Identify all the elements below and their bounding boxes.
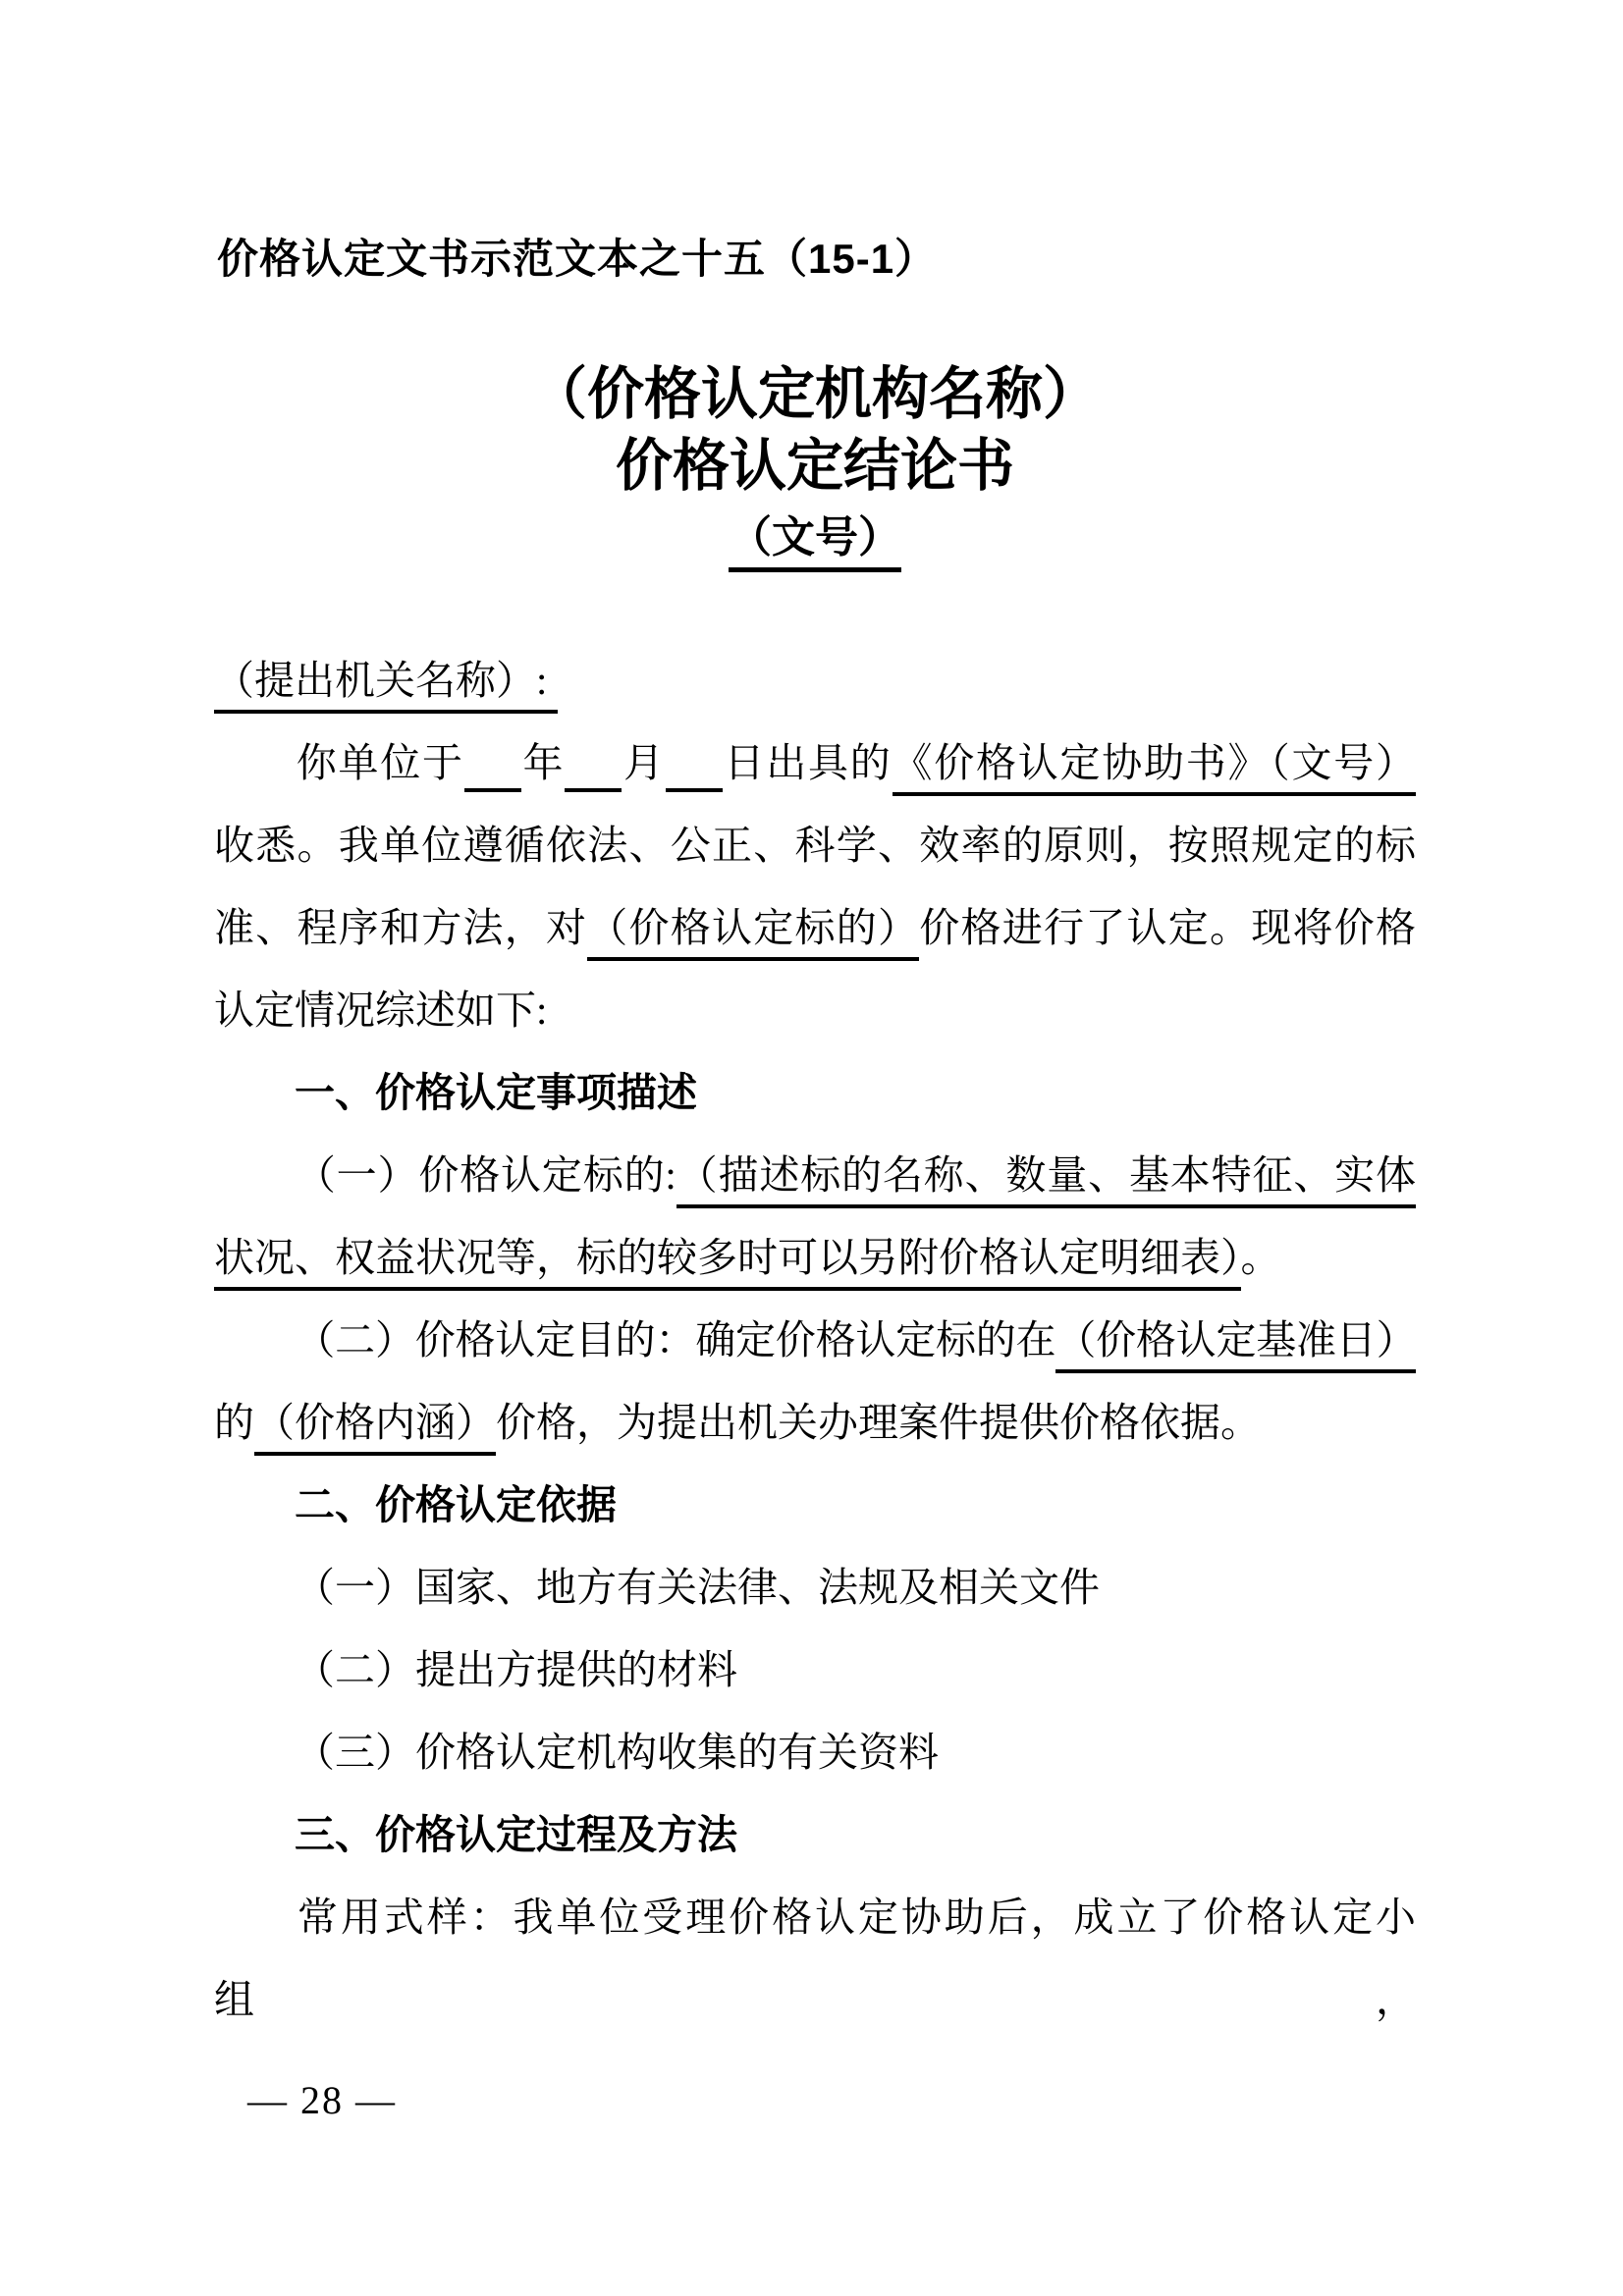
s2-1-text: （一）国家、地方有关法律、法规及相关文件	[295, 1565, 1100, 1610]
body-line-p1-1	[214, 721, 1416, 804]
body-line-s1-2a	[214, 1299, 1416, 1381]
p1-target-underlined: （价格认定标的）	[587, 905, 919, 961]
heading-2-text: 二、价格认定依据	[295, 1482, 617, 1527]
doc-title-org-name: （价格认定机构名称）	[529, 362, 1100, 426]
s3-1-text: 常用式样：我单位受理价格认定协助后，成立了价格认定小组，	[214, 1895, 1416, 2022]
p1-text-1: 你单位于	[295, 740, 464, 785]
doc-number: （文号）	[729, 513, 901, 572]
section-heading-2	[214, 1464, 1416, 1546]
p1-doc-ref-underlined: 《价格认定协助书》（文号）	[893, 740, 1417, 796]
body-line-s1-2b	[214, 1381, 1416, 1464]
s1-1-period: 。	[1240, 1235, 1281, 1280]
p1-text-2: 日出具的	[722, 740, 893, 785]
body-line-p1-2	[214, 804, 1416, 886]
body-line-salutation	[214, 639, 1416, 721]
p1-text-month: 月	[622, 740, 666, 785]
s2-3-text: （三）价格认定机构收集的有关资料	[295, 1730, 939, 1775]
s1-1-label: （一）价格认定标的:	[295, 1152, 676, 1198]
body-line-s1-1a	[214, 1134, 1416, 1216]
p1-text-4: 准、程序和方法，对	[214, 905, 588, 950]
body-line-p1-3	[214, 886, 1416, 969]
document-header: 价格认定文书示范文本之十五（15-1）	[217, 236, 938, 282]
s1-1-underlined-1: （描述标的名称、数量、基本特征、实体	[676, 1152, 1416, 1208]
body-line-s3-1	[214, 1876, 1416, 2022]
section-heading-1	[214, 1051, 1416, 1134]
s1-2-underlined-1: （价格认定基准日）	[1055, 1317, 1416, 1373]
body-line-p1-4	[214, 969, 1416, 1051]
document-body	[214, 639, 1417, 2022]
s1-2-underlined-2: （价格内涵）	[254, 1400, 496, 1456]
footer-page-number: — 28 —	[247, 2078, 397, 2122]
s1-1-underlined-2: 状况、权益状况等，标的较多时可以另附价格认定明细表）	[214, 1235, 1241, 1291]
salutation-text: （提出机关名称）:	[214, 658, 548, 703]
salutation-underline	[214, 658, 558, 714]
body-line-s2-1	[214, 1546, 1416, 1629]
doc-title-main: 价格认定结论书	[615, 434, 1014, 498]
section-heading-3	[214, 1793, 1416, 1876]
heading-1-text: 一、价格认定事项描述	[295, 1070, 697, 1115]
s2-2-text: （二）提出方提供的材料	[295, 1647, 737, 1692]
body-line-s1-1b	[214, 1216, 1416, 1299]
s1-2-text-2: 价格，为提出机关办理案件提供价格依据。	[496, 1400, 1261, 1445]
doc-number-line	[214, 512, 1416, 564]
body-line-s2-2	[214, 1629, 1416, 1711]
body-line-s2-3	[214, 1711, 1416, 1793]
blank-field-day	[666, 788, 723, 792]
p1-text-year: 年	[520, 740, 566, 785]
s1-2-label: （二）价格认定目的：确定价格认定标的在	[295, 1317, 1056, 1362]
s1-2-text-1: 的	[214, 1400, 254, 1445]
blank-field-year	[464, 788, 521, 792]
blank-field-month	[565, 788, 622, 792]
p1-text-3: 收悉。我单位遵循依法、公正、科学、效率的原则，按照规定的标	[214, 823, 1416, 868]
p1-text-5: 价格进行了认定。现将价格	[919, 905, 1416, 950]
heading-3-text: 三、价格认定过程及方法	[295, 1812, 737, 1857]
p1-text-6: 认定情况综述如下:	[214, 988, 548, 1033]
